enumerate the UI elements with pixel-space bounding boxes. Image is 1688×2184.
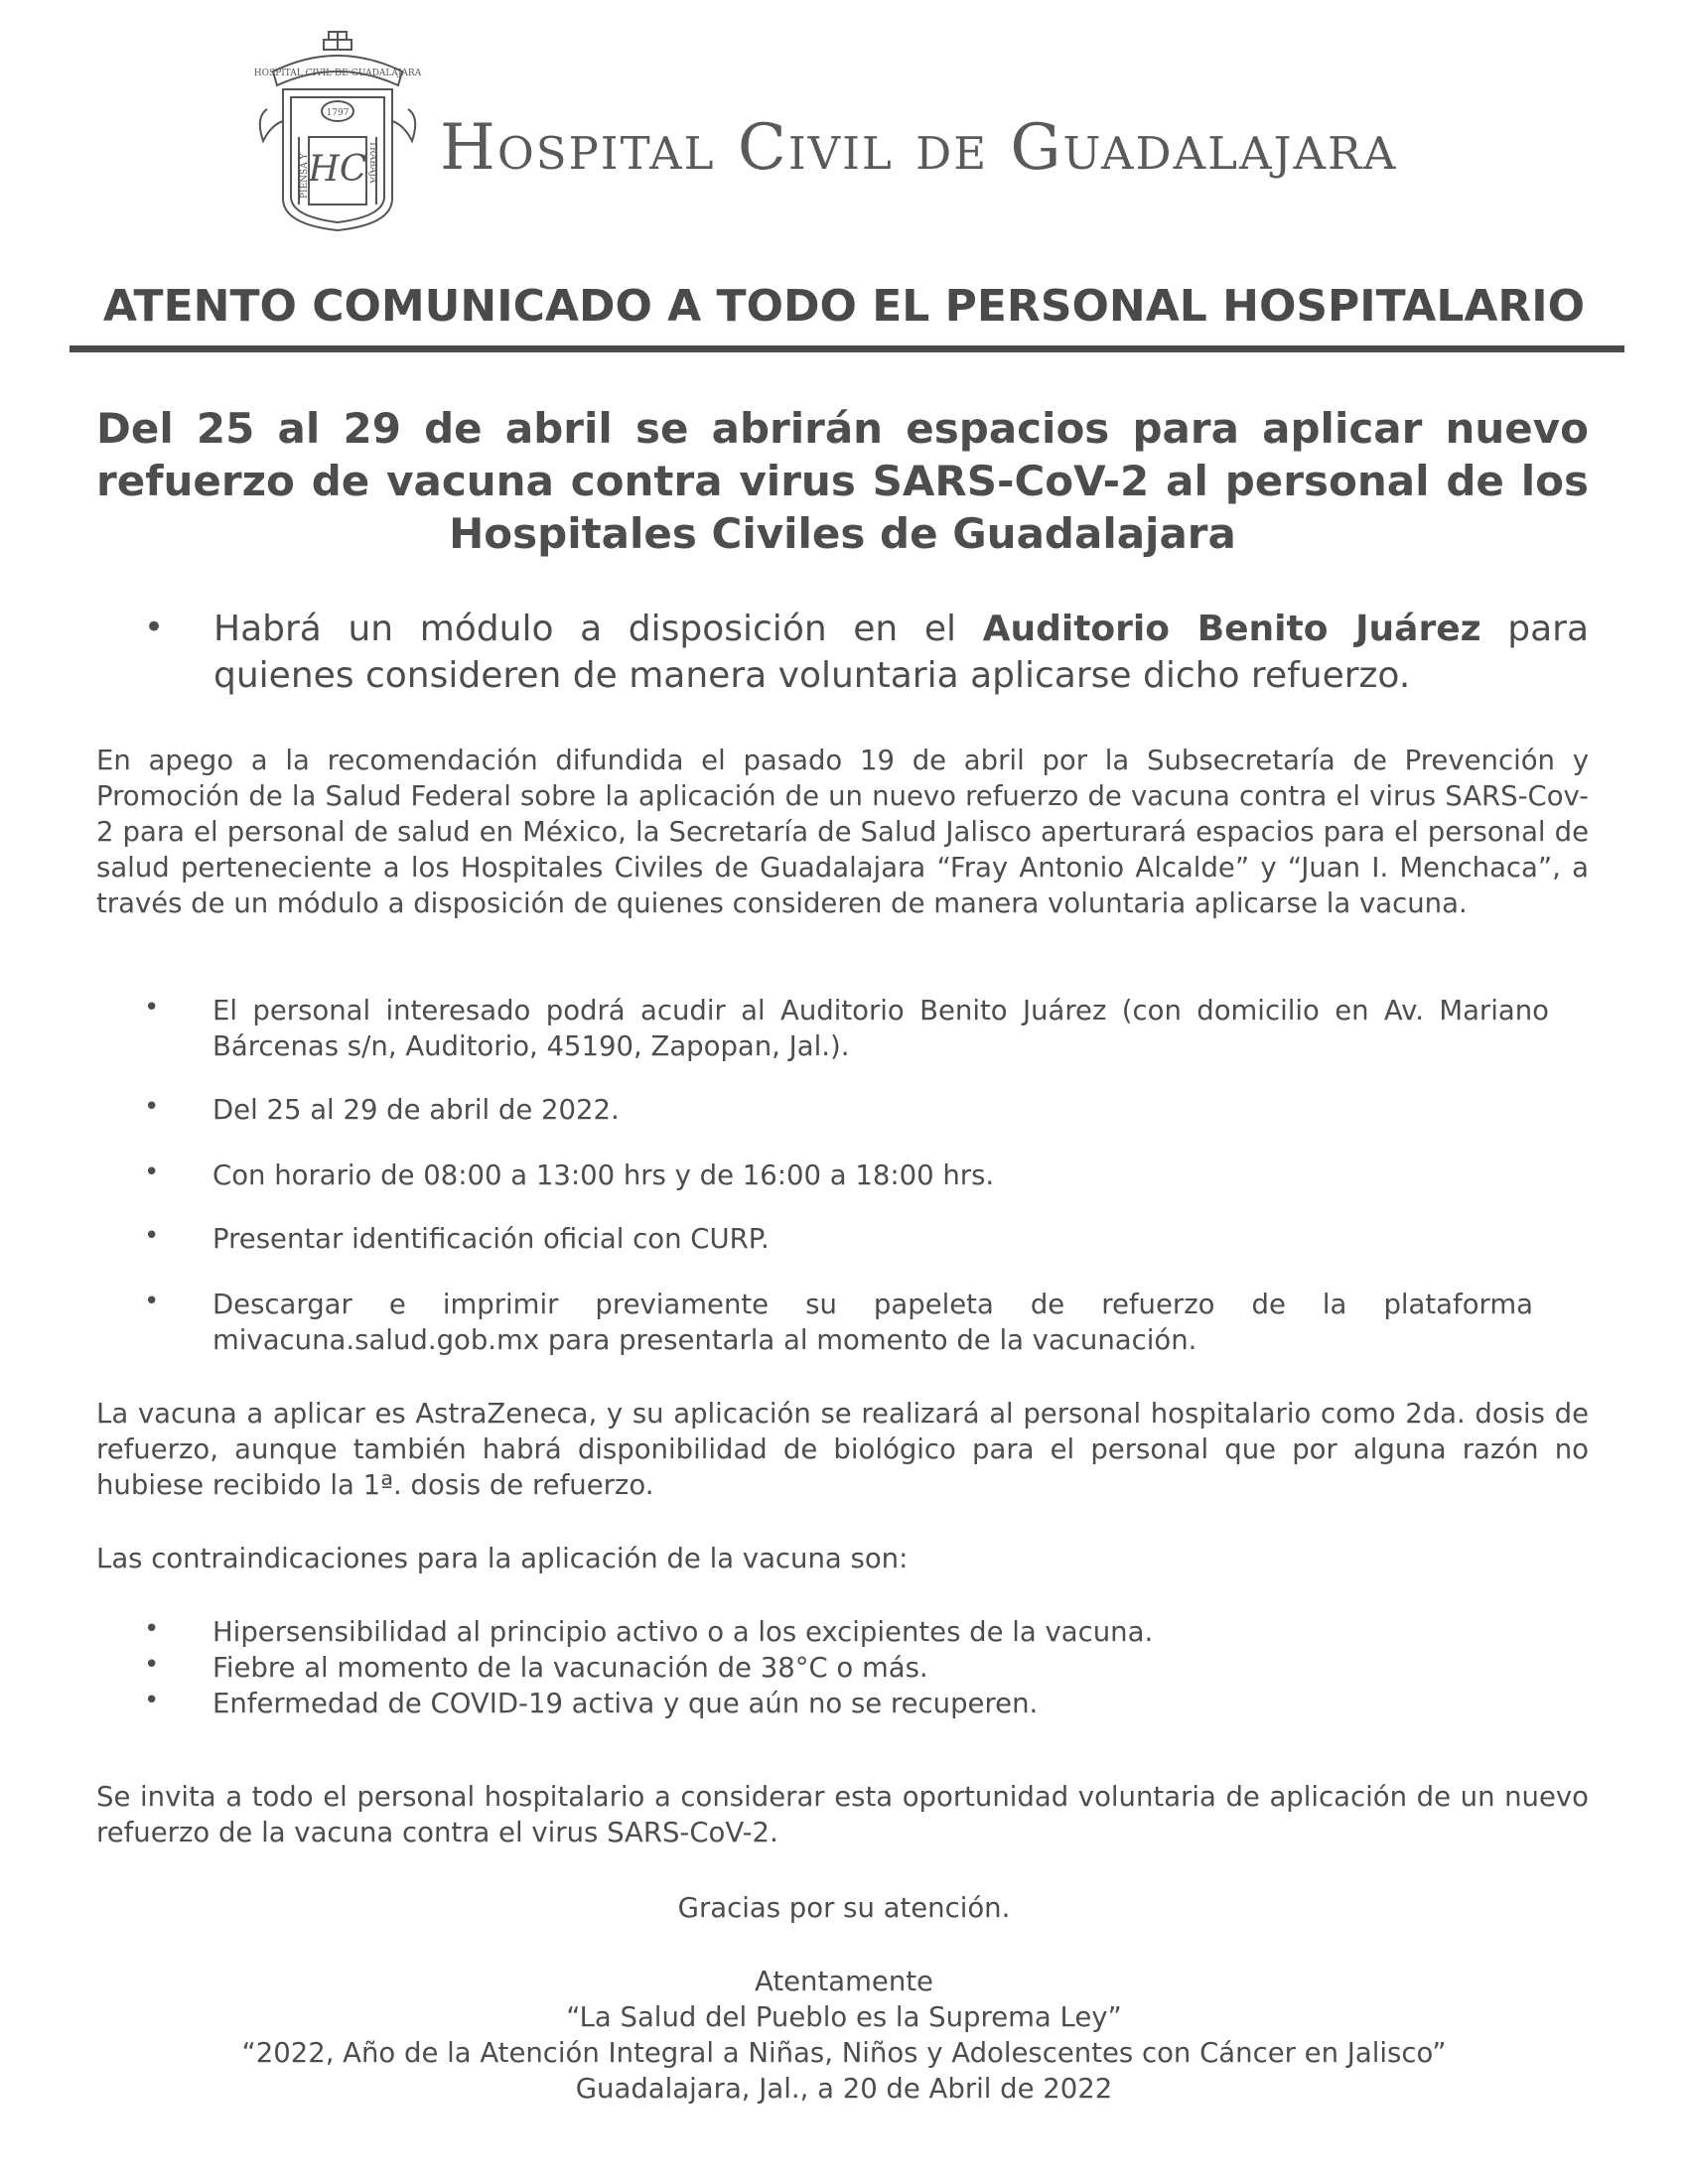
signature-motto: “La Salud del Pueblo es la Suprema Ley” xyxy=(566,2001,1122,2033)
hospital-name: Hospital Civil de Guadalajara xyxy=(440,111,1398,185)
svg-text:HC: HC xyxy=(308,149,367,190)
bullet-icon: • xyxy=(144,1221,160,1251)
svg-text:HOSPITAL CIVIL DE GUADALAJARA: HOSPITAL CIVIL DE GUADALAJARA xyxy=(253,68,422,78)
bullet-icon: • xyxy=(144,1158,160,1187)
contraindications-intro: Las contraindicaciones para la aplicación de la vacuna son: xyxy=(96,1543,909,1574)
page-title: ATENTO COMUNICADO A TODO EL PERSONAL HOSPITALARIO xyxy=(102,281,1586,332)
svg-text:TRABAJA: TRABAJA xyxy=(367,141,377,184)
vaccine-paragraph: La vacuna a aplicar es AstraZeneca, y su aplicación se realizará al personal hospitalario como 2da. dosis de refuerzo, aunque también habrá disponibilidad de biológico para el personal que por alguna razón no hubiese recibido la 1ª. dosis de refuerzo. xyxy=(96,1398,1589,1501)
bullet-icon: • xyxy=(144,608,165,647)
intro-paragraph: En apego a la recomendación difundida el pasado 19 de abril por la Subsecretaría de Prevención y Promoción de la Salud Federal sobre la aplicación de un nuevo refuerzo de vacuna contra el virus SARS-Cov-2 para el personal de salud en México, la Secretaría de Salud Jalisco aperturará espacios para el personal de salud perteneciente a los Hospitales Civiles de Guadalajara “Fray Antonio Alcalde” y “Juan I. Menchaca”, a través de un módulo a disposición de quienes consideren de manera voluntaria aplicarse la vacuna. xyxy=(96,745,1589,919)
bullet-icon: • xyxy=(144,1092,160,1122)
bullet-icon: • xyxy=(144,1287,160,1316)
invitation-paragraph: Se invita a todo el personal hospitalario a considerar esta oportunidad voluntaria de aplicación de un nuevo refuerzo de la vacuna contra el virus SARS-CoV-2. xyxy=(96,1781,1589,1848)
bullet-icon: • xyxy=(144,1686,160,1715)
signature-place-date: Guadalajara, Jal., a 20 de Abril de 2022 xyxy=(575,2073,1113,2105)
signature-year-motto: “2022, Año de la Atención Integral a Niñas, Niños y Adolescentes con Cáncer en Jalisco” xyxy=(241,2037,1447,2069)
svg-text:PIENSA Y: PIENSA Y xyxy=(300,153,310,199)
signature-closing: Atentamente xyxy=(755,1966,933,1997)
thanks-line: Gracias por su atención. xyxy=(677,1892,1011,1924)
highlight-venue: Auditorio Benito Juárez xyxy=(982,609,1481,649)
title-divider xyxy=(70,345,1624,352)
bullet-icon: • xyxy=(144,1614,160,1644)
bullet-icon: • xyxy=(144,1650,160,1680)
svg-text:1797: 1797 xyxy=(326,108,350,118)
highlight-text: Habrá un módulo a disposición en el Auditorio Benito Juárez para quienes consideren de manera voluntaria aplicarse dicho refuerzo. xyxy=(213,609,1590,696)
bullet-icon: • xyxy=(144,993,160,1023)
headline: Del 25 al 29 de abril se abrirán espacios para aplicar nuevo refuerzo de vacuna contra virus SARS-CoV-2 al personal de los Hospitales Civiles de Guadalajara xyxy=(96,404,1589,558)
letterhead xyxy=(253,30,1445,233)
hospital-crest-logo xyxy=(253,30,422,233)
